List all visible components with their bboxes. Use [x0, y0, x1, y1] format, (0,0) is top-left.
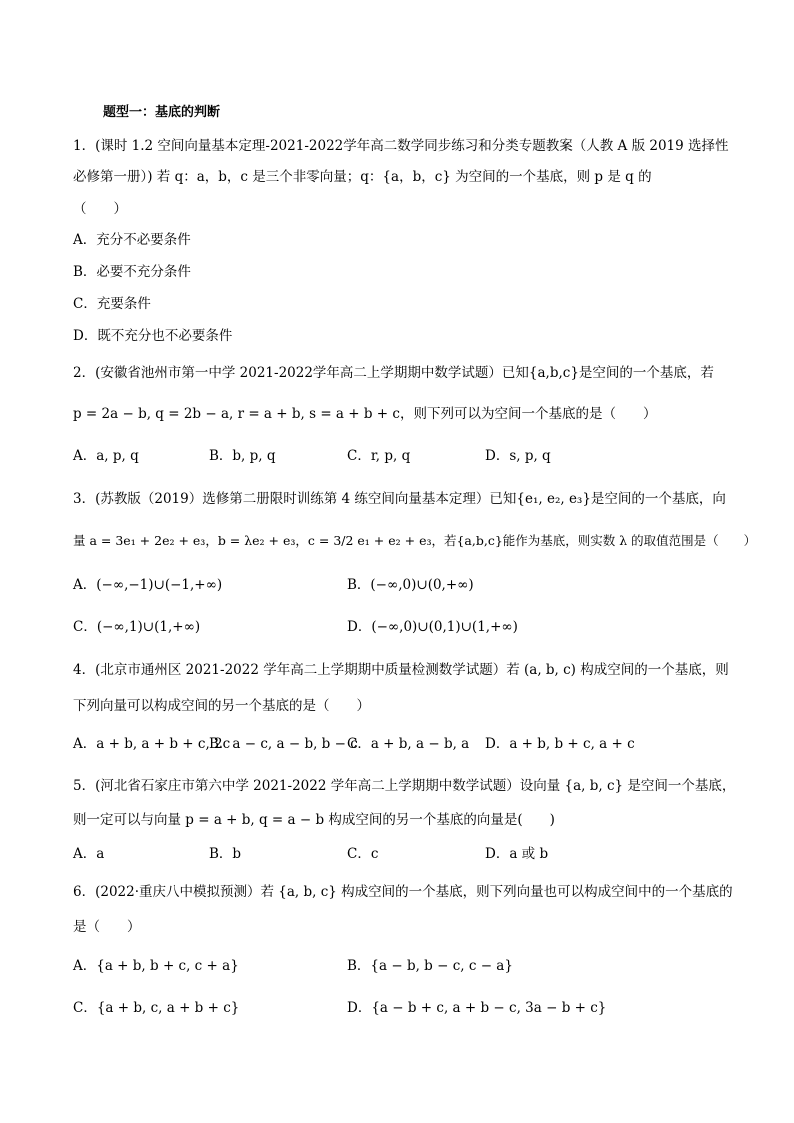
q5-option-d: D．a 或 b: [485, 846, 549, 862]
q2-option-c: C．r, p, q: [347, 448, 411, 464]
q5-option-b: B．b: [209, 846, 242, 862]
q6-option-d: D．{a − b + c, a + b − c, 3a − b + c}: [347, 1000, 607, 1016]
q5-option-c: C．c: [347, 846, 379, 862]
q5-option-a: A．a: [73, 846, 105, 862]
q3-option-c: C．(−∞,1)∪(1,+∞): [73, 619, 201, 635]
q6-option-b: B．{a − b, b − c, c − a}: [347, 958, 513, 974]
q2-line-2: p = 2a − b, q = 2b − a, r = a + b, s = a + b + c，则下列可以为空间一个基底的是（ ）: [73, 406, 657, 422]
q3-option-d: D．(−∞,0)∪(0,1)∪(1,+∞): [347, 619, 518, 635]
q3-option-a: A．(−∞,−1)∪(−1,+∞): [73, 577, 223, 593]
q3-line-2: 量 a = 3e₁ + 2e₂ + e₃，b = λe₂ + e₃，c = 3/2 e₁ + e₂ + e₃，若{a,b,c}能作为基底，则实数 λ 的取值范围是（ ）: [73, 533, 757, 548]
q1-option-c: C．充要条件: [73, 296, 151, 312]
q5-line-2: 则一定可以与向量 p = a + b, q = a − b 构成空间的另一个基底的向量是( ): [73, 812, 555, 828]
q6-option-c: C．{a + b, c, a + b + c}: [73, 1000, 240, 1016]
q4-line-2: 下列向量可以构成空间的另一个基底的是（ ）: [73, 698, 370, 714]
q6-line-2: 是（ ）: [73, 919, 141, 935]
q6-line-1: 6．(2022·重庆八中模拟预测）若 {a, b, c} 构成空间的一个基底，则下列向量也可以构成空间中的一个基底的: [73, 884, 733, 900]
q2-option-b: B．b, p, q: [209, 448, 276, 464]
q1-option-d: D．既不充分也不必要条件: [73, 328, 233, 344]
section-title: 题型一：基底的判断: [103, 105, 221, 120]
q6-option-a: A．{a + b, b + c, c + a}: [73, 958, 239, 974]
q2-option-a: A．a, p, q: [73, 448, 139, 464]
q2-line-1: 2．(安徽省池州市第一中学 2021-2022学年高二上学期期中数学试题）已知{a,b,c}是空间的一个基底，若: [73, 365, 714, 381]
q4-option-a: A．a + b, a + b + c, 2c: [73, 736, 231, 752]
q1-line-3: （ ）: [73, 201, 127, 217]
q4-option-c: C．a + b, a − b, a: [347, 736, 470, 752]
q1-line-1: 1．(课时 1.2 空间向量基本定理-2021-2022学年高二数学同步练习和分类专题教案（人教 A 版 2019 选择性: [73, 138, 729, 154]
q2-option-d: D．s, p, q: [485, 448, 551, 464]
q4-option-b: B．a − c, a − b, b − c: [209, 736, 358, 752]
q5-line-1: 5．(河北省石家庄市第六中学 2021-2022 学年高二上学期期中数学试题）设向量 {a, b, c} 是空间一个基底，: [73, 778, 736, 794]
q3-option-b: B．(−∞,0)∪(0,+∞): [347, 577, 474, 593]
q4-line-1: 4．(北京市通州区 2021-2022 学年高二上学期期中质量检测数学试题）若 (a, b, c) 构成空间的一个基底，则: [73, 662, 729, 678]
q1-line-2: 必修第一册）) 若 q：a，b，c 是三个非零向量；q：{a，b，c} 为空间的一个基底，则 p 是 q 的: [73, 169, 652, 185]
q4-option-d: D．a + b, b + c, a + c: [485, 736, 635, 752]
q1-option-b: B．必要不充分条件: [73, 264, 191, 280]
q1-option-a: A．充分不必要条件: [73, 232, 191, 248]
q3-line-1: 3．(苏教版（2019）选修第二册限时训练第 4 练空间向量基本定理）已知{e₁, e₂, e₃}是空间的一个基底，向: [73, 491, 726, 507]
